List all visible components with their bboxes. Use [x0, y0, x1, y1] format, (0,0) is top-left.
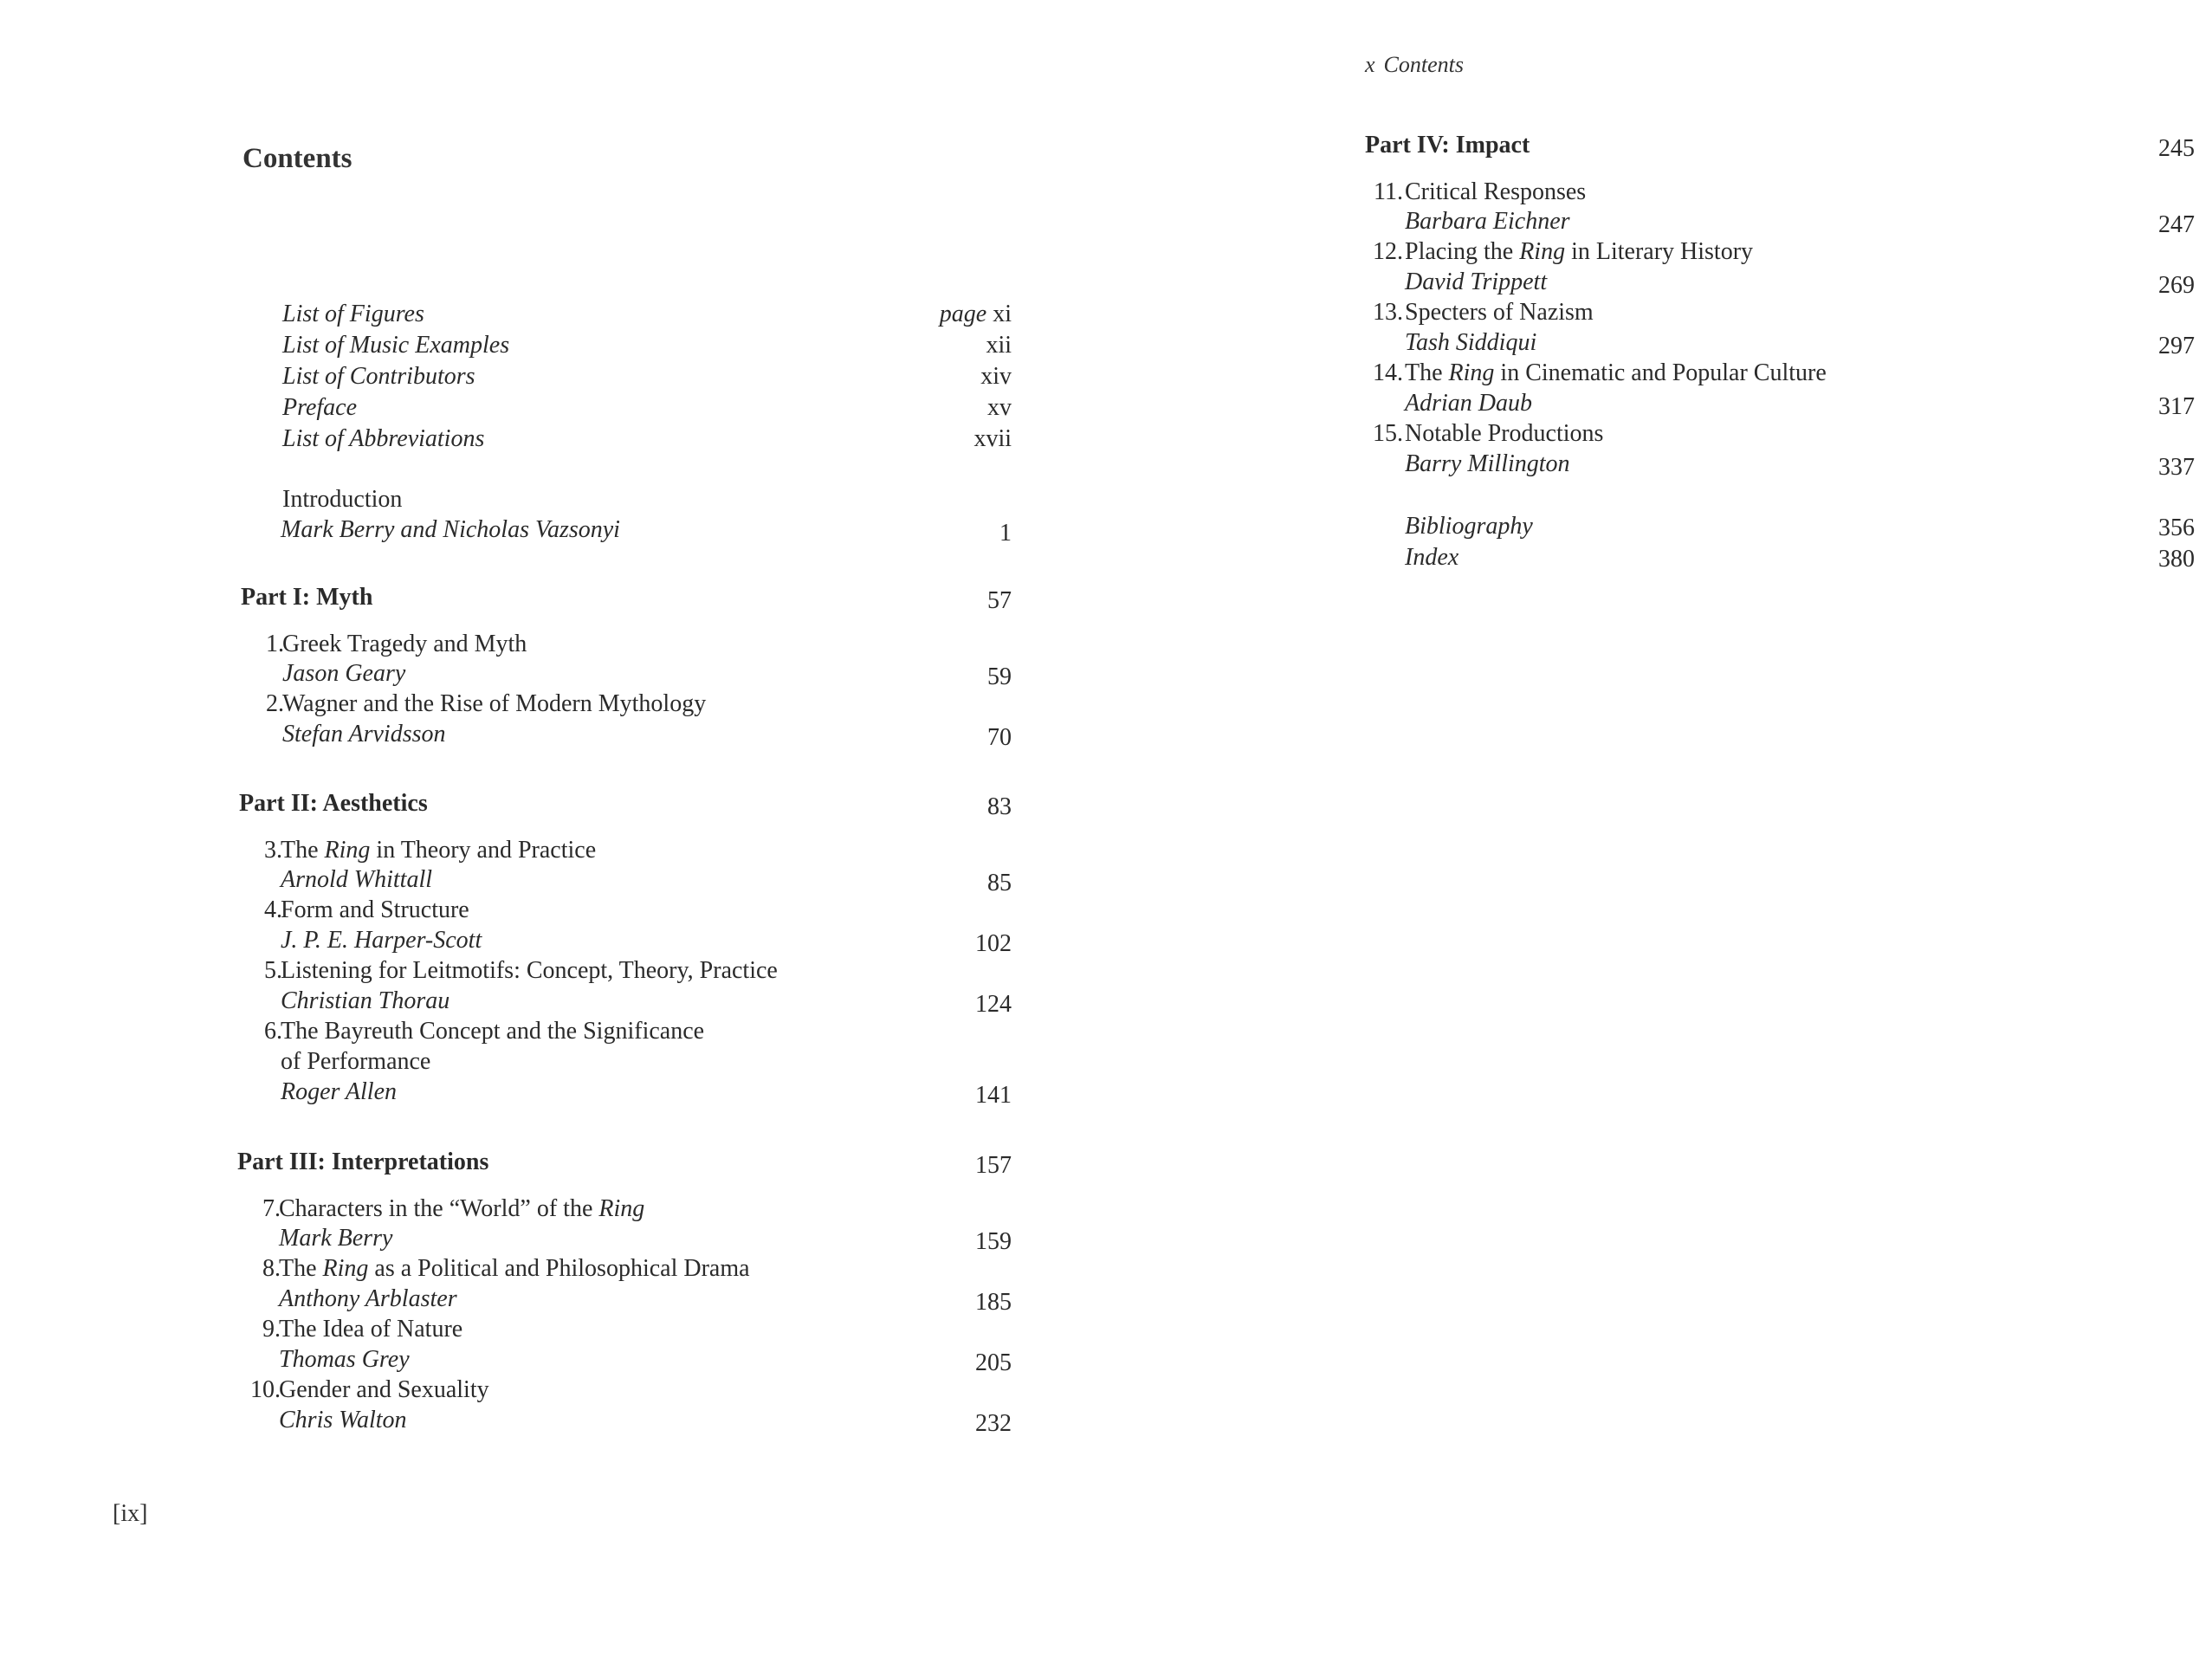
chapter-page: 102 — [975, 930, 1012, 957]
chapter-author: J. P. E. Harper-Scott — [281, 927, 482, 954]
running-head-number: x — [1365, 52, 1375, 77]
chapter-number: 1. — [266, 631, 284, 657]
part-page: 83 — [987, 793, 1012, 820]
chapter-title: Form and Structure — [281, 896, 469, 923]
entry-title: List of Abbreviations — [282, 425, 485, 452]
chapter-number: 13. — [1373, 299, 1403, 326]
chapter-title-italic: Ring — [598, 1195, 645, 1222]
chapter-entry[interactable] — [239, 1016, 1012, 1046]
chapter-title: The Idea of Nature — [279, 1316, 463, 1343]
chapter-entry[interactable] — [237, 1194, 1012, 1224]
chapter-author: Mark Berry — [279, 1225, 393, 1252]
toc-entry[interactable] — [243, 361, 1012, 391]
chapter-title: in Cinematic and Popular Culture — [1494, 359, 1827, 386]
chapter-entry-continued — [239, 1046, 1012, 1077]
chapter-number: 3. — [264, 837, 282, 864]
chapter-number: 10. — [250, 1376, 281, 1403]
toc-entry-index[interactable] — [1365, 542, 2195, 573]
entry-page: xv — [987, 394, 1012, 421]
chapter-entry[interactable] — [1365, 418, 2195, 449]
chapter-number: 11. — [1374, 178, 1403, 205]
entry-page: page xi — [939, 301, 1012, 327]
chapter-entry[interactable] — [1365, 236, 2195, 267]
chapter-author-row — [239, 925, 1012, 955]
chapter-entry[interactable] — [241, 689, 1012, 719]
chapter-page: 297 — [2158, 333, 2195, 359]
toc-entry[interactable] — [243, 330, 1012, 360]
toc-entry[interactable] — [243, 299, 1012, 329]
chapter-author-row — [239, 864, 1012, 895]
chapter-author: Christian Thorau — [281, 987, 450, 1014]
toc-entry-author — [243, 514, 1012, 545]
chapter-author-row — [237, 1344, 1012, 1375]
toc-entry[interactable] — [243, 392, 1012, 423]
chapter-author: David Trippett — [1405, 269, 1548, 295]
chapter-author: Barry Millington — [1405, 450, 1570, 477]
entry-title: Index — [1405, 544, 1459, 571]
part-heading[interactable] — [1365, 130, 2195, 160]
chapter-title: The — [1405, 359, 1449, 386]
page-folio: [ix] — [113, 1500, 148, 1527]
chapter-title: as a Political and Philosophical Drama — [368, 1255, 750, 1282]
chapter-author: Tash Siddiqui — [1405, 329, 1537, 356]
chapter-page: 85 — [987, 870, 1012, 896]
toc-entry-bibliography[interactable] — [1365, 511, 2195, 541]
chapter-entry[interactable] — [241, 629, 1012, 659]
chapter-number: 14. — [1373, 359, 1403, 386]
chapter-author-row — [1365, 206, 2195, 236]
chapter-entry[interactable] — [1365, 297, 2195, 327]
chapter-page: 269 — [2158, 272, 2195, 299]
running-head — [1365, 52, 1464, 78]
chapter-author-row — [241, 719, 1012, 749]
chapter-author-row — [237, 1405, 1012, 1435]
chapter-entry[interactable] — [237, 1314, 1012, 1344]
running-head-title: Contents — [1383, 52, 1464, 77]
chapter-entry[interactable] — [237, 1375, 1012, 1405]
entry-title: List of Contributors — [282, 363, 475, 390]
chapter-number: 9. — [262, 1316, 281, 1343]
part-page: 245 — [2158, 135, 2195, 162]
chapter-number: 8. — [262, 1255, 281, 1282]
chapter-entry[interactable] — [239, 895, 1012, 925]
entry-title: Introduction — [282, 486, 403, 513]
chapter-author-row — [1365, 327, 2195, 358]
chapter-author-row — [1365, 267, 2195, 297]
chapter-page: 185 — [975, 1289, 1012, 1316]
part-heading[interactable] — [239, 788, 1012, 819]
chapter-author: Stefan Arvidsson — [282, 721, 446, 747]
chapter-author: Arnold Whittall — [281, 866, 432, 893]
chapter-title-italic: Ring — [1448, 359, 1495, 386]
chapter-page: 159 — [975, 1228, 1012, 1255]
chapter-author-row — [1365, 388, 2195, 418]
chapter-number: 15. — [1373, 420, 1403, 447]
chapter-page: 124 — [975, 991, 1012, 1018]
chapter-page: 205 — [975, 1349, 1012, 1376]
entry-title: Bibliography — [1405, 513, 1533, 540]
chapter-title: The Bayreuth Concept and the Significance — [281, 1018, 705, 1045]
chapter-number: 6. — [264, 1018, 282, 1045]
chapter-number: 4. — [264, 896, 282, 923]
chapter-number: 12. — [1373, 238, 1403, 265]
chapter-page: 247 — [2158, 211, 2195, 238]
right-page — [1091, 0, 2212, 1663]
part-page: 57 — [987, 587, 1012, 614]
chapter-author-row — [237, 1223, 1012, 1253]
chapter-author-row — [1365, 449, 2195, 479]
chapter-title: Notable Productions — [1405, 420, 1604, 447]
entry-title: List of Music Examples — [282, 332, 510, 359]
chapter-title: Placing the — [1405, 238, 1520, 265]
chapter-title: Critical Responses — [1405, 178, 1587, 205]
toc-entry[interactable] — [243, 424, 1012, 454]
chapter-author-row — [237, 1284, 1012, 1314]
entry-page: xii — [986, 332, 1012, 359]
entry-page: 1 — [999, 520, 1012, 547]
chapter-page: 232 — [975, 1410, 1012, 1437]
chapter-author: Thomas Grey — [279, 1346, 410, 1373]
entry-page: 380 — [2158, 546, 2195, 573]
chapter-page: 59 — [987, 663, 1012, 690]
chapter-author-row — [239, 986, 1012, 1016]
chapter-title: in Theory and Practice — [370, 837, 597, 864]
chapter-title: Listening for Leitmotifs: Concept, Theory, Practice — [281, 957, 778, 984]
chapter-author: Adrian Daub — [1405, 390, 1532, 417]
part-title: Part I: Myth — [241, 584, 373, 611]
entry-page: 356 — [2158, 514, 2195, 541]
part-page: 157 — [975, 1152, 1012, 1179]
chapter-title: Specters of Nazism — [1405, 299, 1594, 326]
chapter-title-italic: Ring — [324, 837, 371, 864]
chapter-author: Roger Allen — [281, 1078, 398, 1105]
page-title: Contents — [243, 143, 352, 174]
chapter-number: 7. — [262, 1195, 281, 1222]
chapter-author: Anthony Arblaster — [279, 1285, 457, 1312]
chapter-title: Wagner and the Rise of Modern Mythology — [282, 690, 707, 717]
part-heading[interactable] — [241, 582, 1012, 612]
chapter-title-continued: of Performance — [281, 1048, 431, 1075]
chapter-entry[interactable] — [239, 835, 1012, 865]
entry-author: Mark Berry and Nicholas Vazsonyi — [281, 516, 620, 543]
part-title: Part IV: Impact — [1365, 132, 1530, 159]
chapter-page: 337 — [2158, 454, 2195, 481]
entry-title: List of Figures — [282, 301, 424, 327]
part-title: Part II: Aesthetics — [239, 790, 428, 817]
chapter-page: 70 — [987, 724, 1012, 751]
entry-title: Preface — [282, 394, 358, 421]
chapter-entry[interactable] — [237, 1253, 1012, 1284]
part-title: Part III: Interpretations — [237, 1149, 489, 1175]
chapter-title: The — [281, 837, 325, 864]
chapter-author: Barbara Eichner — [1405, 208, 1570, 235]
chapter-author-row — [239, 1077, 1012, 1107]
chapter-author: Jason Geary — [282, 660, 406, 687]
chapter-title: in Literary History — [1565, 238, 1754, 265]
chapter-title: Gender and Sexuality — [279, 1376, 489, 1403]
chapter-number: 2. — [266, 690, 284, 717]
left-page — [0, 0, 1091, 1663]
chapter-page: 141 — [975, 1082, 1012, 1109]
entry-page: xiv — [980, 363, 1012, 390]
chapter-entry[interactable] — [1365, 358, 2195, 388]
chapter-title-italic: Ring — [322, 1255, 369, 1282]
chapter-number: 5. — [264, 957, 282, 984]
chapter-author: Chris Walton — [279, 1407, 407, 1433]
toc-entry-introduction[interactable] — [243, 484, 1012, 514]
entry-page: xvii — [973, 425, 1012, 452]
chapter-author-row — [241, 658, 1012, 689]
chapter-title: Greek Tragedy and Myth — [282, 631, 527, 657]
chapter-title: Characters in the “World” of the — [279, 1195, 599, 1222]
chapter-entry[interactable] — [239, 955, 1012, 986]
chapter-title-italic: Ring — [1519, 238, 1566, 265]
chapter-page: 317 — [2158, 393, 2195, 420]
chapter-title: The — [279, 1255, 323, 1282]
part-heading[interactable] — [237, 1147, 1012, 1177]
chapter-entry[interactable] — [1365, 177, 2195, 207]
